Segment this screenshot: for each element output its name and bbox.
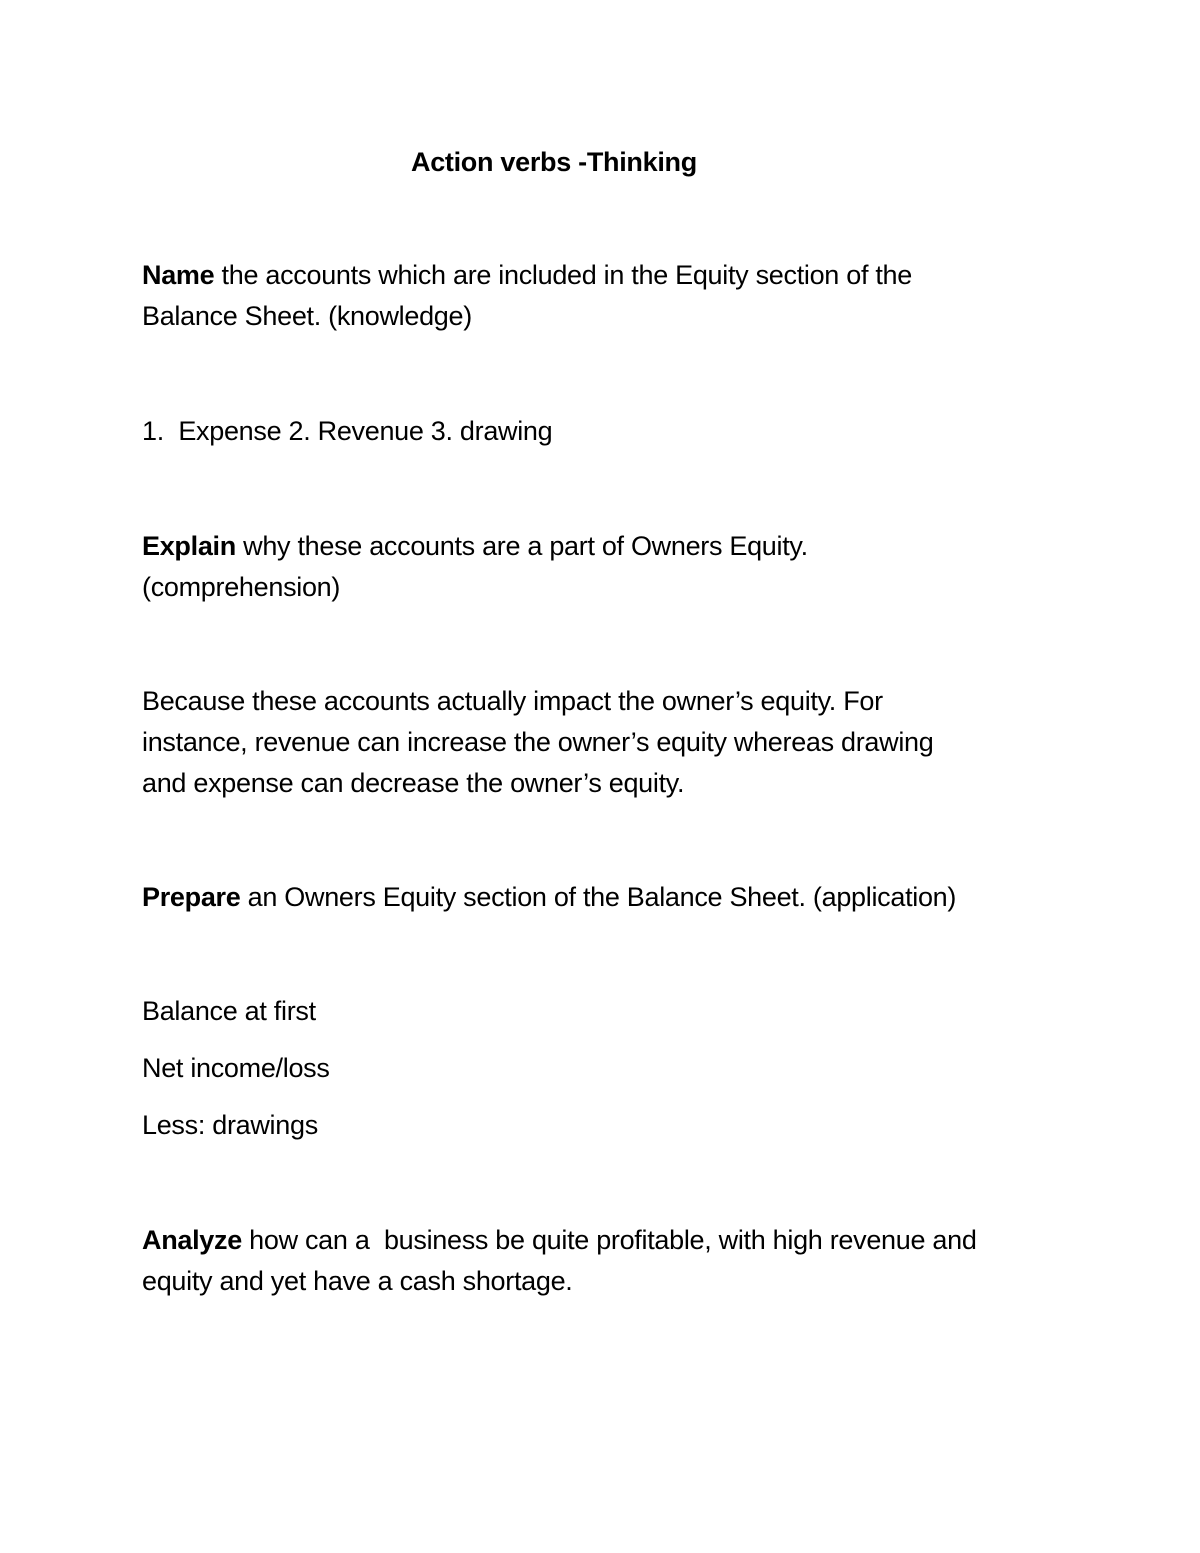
statement-item-text: Net income/loss [142,1053,330,1083]
answer-line: instance, revenue can increase the owner’s equity whereas drawing [142,727,934,757]
answer-explain [142,681,933,804]
question-line [142,255,912,296]
question-text: (comprehension) [142,572,341,602]
answer-text: 1. Expense 2. Revenue 3. drawing [142,416,553,446]
question-prepare [142,877,956,918]
question-text: why these accounts are a part of Owners Equity. [235,531,808,561]
answer-line: Because these accounts actually impact the owner’s equity. For [142,686,883,716]
question-text: Balance Sheet. (knowledge) [142,301,472,331]
answer-list [142,411,552,452]
question-text: equity and yet have a cash shortage. [142,1266,573,1296]
question-name [142,255,912,337]
statement-item-text: Less: drawings [142,1110,318,1140]
question-line [142,526,808,567]
statement-item [142,991,316,1032]
question-text: the accounts which are included in the Equity section of the [214,260,912,290]
statement-item [142,1048,330,1089]
statement-item-text: Balance at first [142,996,316,1026]
action-verb: Prepare [142,882,241,912]
action-verb: Analyze [142,1225,242,1255]
answer-line: and expense can decrease the owner’s equity. [142,768,685,798]
action-verb: Explain [142,531,236,561]
action-verb: Name [142,260,215,290]
question-explain [142,526,808,608]
question-text: how can a business be quite profitable, with high revenue and [241,1225,977,1255]
question-line [142,1220,977,1261]
question-line [142,877,956,918]
page-title: Action verbs -Thinking [411,147,697,177]
question-text: an Owners Equity section of the Balance Sheet. (application) [240,882,957,912]
question-analyze [142,1220,977,1302]
statement-item [142,1105,318,1146]
